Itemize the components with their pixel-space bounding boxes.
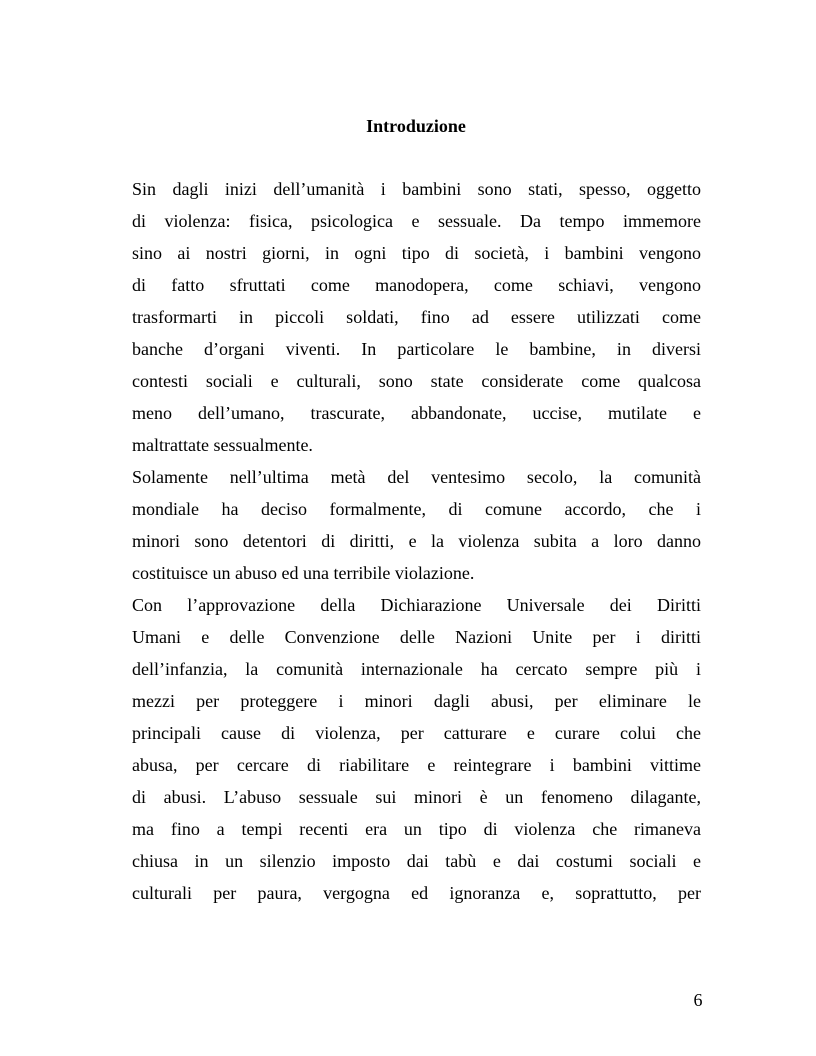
text-line: [132, 717, 701, 749]
text-line: [132, 205, 701, 237]
text-line-content: dell’infanzia, la comunità internazionale ha cercato sempre più i: [132, 659, 701, 679]
text-line: [132, 461, 701, 493]
text-line-content: Con l’approvazione della Dichiarazione Universale dei Diritti: [132, 595, 701, 615]
text-line: [132, 749, 701, 781]
text-line-content: abusa, per cercare di riabilitare e reintegrare i bambini vittime: [132, 755, 701, 775]
text-line: [132, 845, 701, 877]
text-line-content: banche d’organi viventi. In particolare le bambine, in diversi: [132, 339, 701, 359]
text-line: [132, 877, 701, 909]
text-line-content: chiusa in un silenzio imposto dai tabù e dai costumi sociali e: [132, 851, 701, 871]
text-line-content: Umani e delle Convenzione delle Nazioni Unite per i diritti: [132, 627, 701, 647]
text-line: [132, 685, 701, 717]
text-line-content: sino ai nostri giorni, in ogni tipo di società, i bambini vengono: [132, 243, 701, 263]
text-line-content: minori sono detentori di diritti, e la violenza subita a loro danno: [132, 531, 701, 551]
text-line-content: contesti sociali e culturali, sono state considerate come qualcosa: [132, 371, 701, 391]
text-line-content: ma fino a tempi recenti era un tipo di violenza che rimaneva: [132, 819, 701, 839]
text-line: [132, 621, 701, 653]
text-line-content: costituisce un abuso ed una terribile violazione.: [132, 563, 475, 583]
text-line: [132, 237, 701, 269]
text-line: [132, 429, 701, 461]
body-text: [132, 173, 701, 909]
text-line: [132, 333, 701, 365]
text-line-content: mondiale ha deciso formalmente, di comune accordo, che i: [132, 499, 701, 519]
text-line-content: di abusi. L’abuso sessuale sui minori è un fenomeno dilagante,: [132, 787, 701, 807]
text-line: [132, 653, 701, 685]
text-line-content: di fatto sfruttati come manodopera, come schiavi, vengono: [132, 275, 701, 295]
page-number: 6: [693, 990, 703, 1010]
text-line-content: di violenza: fisica, psicologica e sessuale. Da tempo immemore: [132, 211, 701, 231]
text-line: [132, 781, 701, 813]
text-line: [132, 269, 701, 301]
text-line-content: maltrattate sessualmente.: [132, 435, 313, 455]
text-line: [132, 301, 701, 333]
text-line: [132, 813, 701, 845]
text-line-content: Sin dagli inizi dell’umanità i bambini sono stati, spesso, oggetto: [132, 179, 701, 199]
page-title: Introduzione: [366, 116, 466, 136]
text-line: [132, 365, 701, 397]
text-line: [132, 397, 701, 429]
text-line: [132, 589, 701, 621]
text-line-content: Solamente nell’ultima metà del ventesimo secolo, la comunità: [132, 467, 701, 487]
text-line-content: culturali per paura, vergogna ed ignoranza e, soprattutto, per: [132, 883, 701, 903]
text-line: [132, 525, 701, 557]
text-line: [132, 493, 701, 525]
text-line-content: meno dell’umano, trascurate, abbandonate, uccise, mutilate e: [132, 403, 701, 423]
text-line: [132, 173, 701, 205]
text-line-content: trasformarti in piccoli soldati, fino ad essere utilizzati come: [132, 307, 701, 327]
text-line-content: principali cause di violenza, per catturare e curare colui che: [132, 723, 701, 743]
text-line-content: mezzi per proteggere i minori dagli abusi, per eliminare le: [132, 691, 701, 711]
text-line: [132, 557, 701, 589]
